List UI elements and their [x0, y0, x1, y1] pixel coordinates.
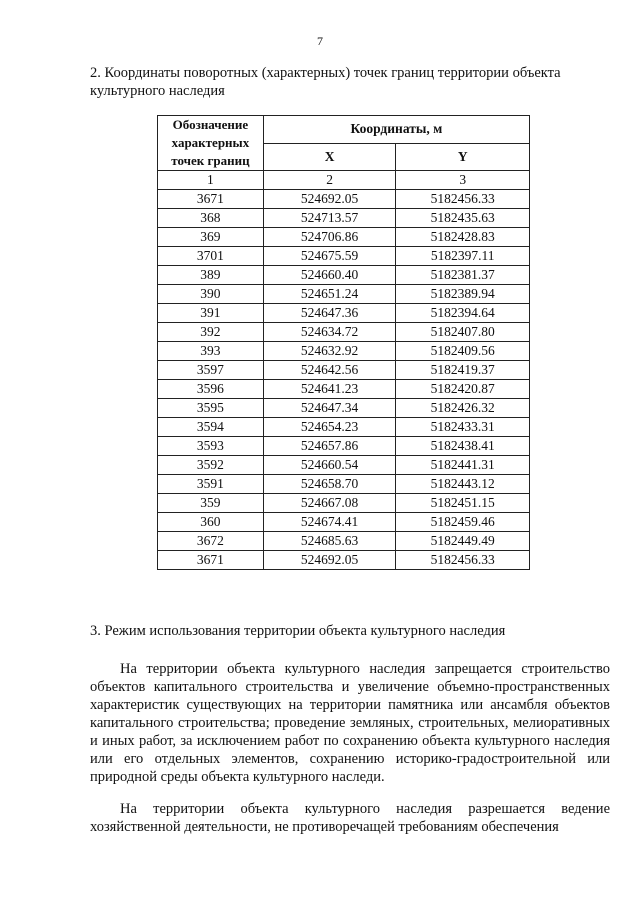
table-row	[158, 247, 530, 266]
y-coordinate-cell: 5182456.33	[396, 551, 530, 570]
section-2-heading: 2. Координаты поворотных (характерных) точек границ территории объекта культурного наследия	[90, 65, 561, 99]
table-row	[158, 266, 530, 285]
point-id-cell: 359	[158, 494, 264, 513]
point-id-cell: 393	[158, 342, 264, 361]
y-coordinate-cell: 5182420.87	[396, 380, 530, 399]
header-y: Y	[396, 143, 530, 171]
point-id-cell: 3671	[158, 551, 264, 570]
table-row	[158, 361, 530, 380]
column-number: 1	[158, 171, 264, 190]
x-coordinate-cell: 524658.70	[263, 475, 396, 494]
table-row	[158, 494, 530, 513]
table-row	[158, 532, 530, 551]
x-coordinate-cell: 524647.36	[263, 304, 396, 323]
x-coordinate-cell: 524667.08	[263, 494, 396, 513]
y-coordinate-cell: 5182433.31	[396, 418, 530, 437]
table-row	[158, 475, 530, 494]
table-row	[158, 437, 530, 456]
y-coordinate-cell: 5182389.94	[396, 285, 530, 304]
y-coordinate-cell: 5182428.83	[396, 228, 530, 247]
y-coordinate-cell: 5182451.15	[396, 494, 530, 513]
table-row	[158, 190, 530, 209]
y-coordinate-cell: 5182397.11	[396, 247, 530, 266]
x-coordinate-cell: 524634.72	[263, 323, 396, 342]
column-number-row	[158, 171, 530, 190]
x-coordinate-cell: 524642.56	[263, 361, 396, 380]
x-coordinate-cell: 524657.86	[263, 437, 396, 456]
y-coordinate-cell: 5182381.37	[396, 266, 530, 285]
paragraph-permissions: На территории объекта культурного наследия разрешается ведение хозяйственной деятельности, не противоречащей требованиям обеспечения	[90, 801, 610, 835]
x-coordinate-cell: 524675.59	[263, 247, 396, 266]
point-id-cell: 368	[158, 209, 264, 228]
table-row	[158, 551, 530, 570]
x-coordinate-cell: 524713.57	[263, 209, 396, 228]
x-coordinate-cell: 524651.24	[263, 285, 396, 304]
point-id-cell: 3701	[158, 247, 264, 266]
table-row	[158, 228, 530, 247]
y-coordinate-cell: 5182438.41	[396, 437, 530, 456]
point-id-cell: 3593	[158, 437, 264, 456]
x-coordinate-cell: 524632.92	[263, 342, 396, 361]
y-coordinate-cell: 5182409.56	[396, 342, 530, 361]
y-coordinate-cell: 5182394.64	[396, 304, 530, 323]
table-row	[158, 304, 530, 323]
point-id-cell: 3597	[158, 361, 264, 380]
x-coordinate-cell: 524641.23	[263, 380, 396, 399]
point-id-cell: 3595	[158, 399, 264, 418]
y-coordinate-cell: 5182441.31	[396, 456, 530, 475]
table-row	[158, 456, 530, 475]
table-row	[158, 513, 530, 532]
header-point-name: Обозначение характерных точек границ	[158, 116, 264, 171]
table-row	[158, 380, 530, 399]
y-coordinate-cell: 5182426.32	[396, 399, 530, 418]
y-coordinate-cell: 5182419.37	[396, 361, 530, 380]
column-number: 3	[396, 171, 530, 190]
page-number: 7	[317, 34, 323, 48]
y-coordinate-cell: 5182456.33	[396, 190, 530, 209]
x-coordinate-cell: 524692.05	[263, 190, 396, 209]
x-coordinate-cell: 524685.63	[263, 532, 396, 551]
point-id-cell: 391	[158, 304, 264, 323]
point-id-cell: 392	[158, 323, 264, 342]
x-coordinate-cell: 524692.05	[263, 551, 396, 570]
paragraph-prohibitions: На территории объекта культурного наследия запрещается строительство объектов капитального строительства и увеличение объемно-пространственных характеристик существующих на территории памятника или ансамбля объектов капитального строительства; проведение земляных, строительных, мелиоративных и иных работ, за исключением работ по сохранению объекта культурного наследия или его отдельных элементов, сохранению историко-градостроительной или природной среды объекта культурного наследи.	[90, 661, 610, 785]
y-coordinate-cell: 5182435.63	[396, 209, 530, 228]
x-coordinate-cell: 524706.86	[263, 228, 396, 247]
point-id-cell: 3672	[158, 532, 264, 551]
point-id-cell: 3591	[158, 475, 264, 494]
y-coordinate-cell: 5182443.12	[396, 475, 530, 494]
y-coordinate-cell: 5182449.49	[396, 532, 530, 551]
header-coordinates: Координаты, м	[263, 116, 529, 144]
point-id-cell: 390	[158, 285, 264, 304]
x-coordinate-cell: 524647.34	[263, 399, 396, 418]
x-coordinate-cell: 524660.54	[263, 456, 396, 475]
x-coordinate-cell: 524660.40	[263, 266, 396, 285]
table-row	[158, 323, 530, 342]
point-id-cell: 369	[158, 228, 264, 247]
column-number: 2	[263, 171, 396, 190]
point-id-cell: 3592	[158, 456, 264, 475]
x-coordinate-cell: 524654.23	[263, 418, 396, 437]
table-row	[158, 418, 530, 437]
point-id-cell: 3596	[158, 380, 264, 399]
header-x: X	[263, 143, 396, 171]
table-row	[158, 342, 530, 361]
point-id-cell: 3671	[158, 190, 264, 209]
point-id-cell: 389	[158, 266, 264, 285]
table-row	[158, 285, 530, 304]
y-coordinate-cell: 5182407.80	[396, 323, 530, 342]
point-id-cell: 360	[158, 513, 264, 532]
y-coordinate-cell: 5182459.46	[396, 513, 530, 532]
point-id-cell: 3594	[158, 418, 264, 437]
table-row	[158, 209, 530, 228]
table-row	[158, 399, 530, 418]
coordinates-table	[157, 115, 530, 570]
section-3-heading: 3. Режим использования территории объекта культурного наследия	[90, 623, 506, 639]
x-coordinate-cell: 524674.41	[263, 513, 396, 532]
